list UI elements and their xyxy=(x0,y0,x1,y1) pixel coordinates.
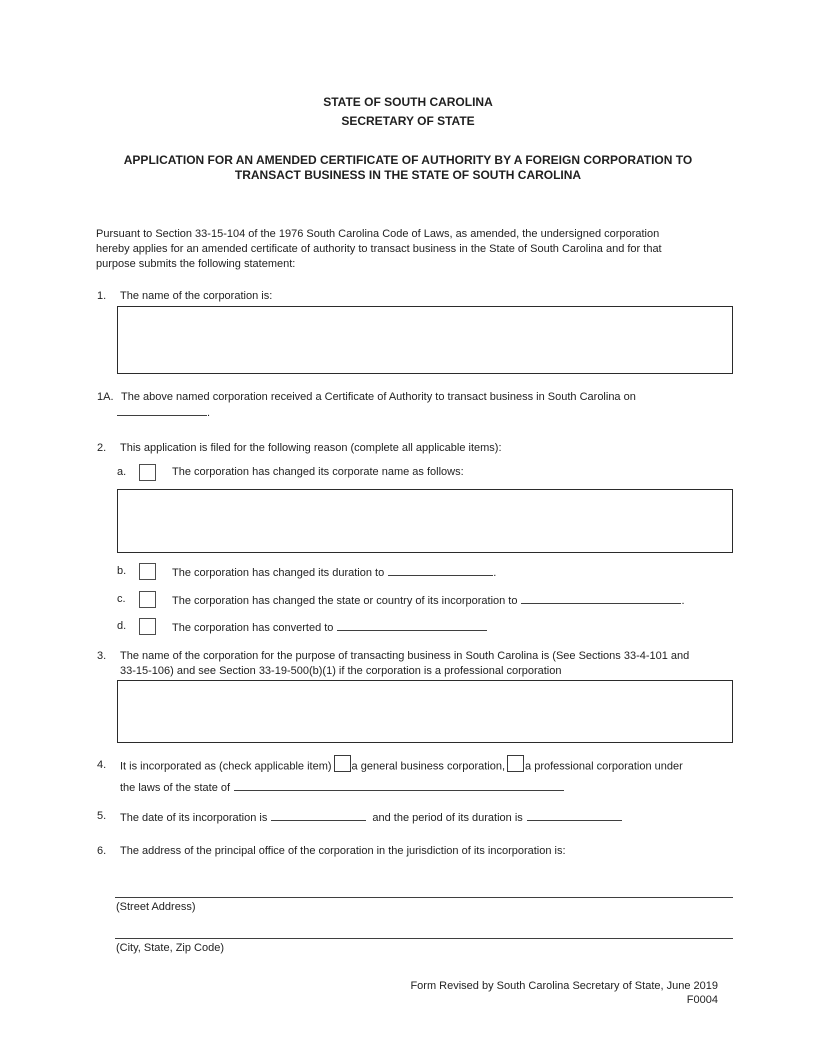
item6-label: The address of the principal office of the corporation in the jurisdiction of its incorporation is: xyxy=(120,845,566,857)
item3-line1: The name of the corporation for the purpose of transacting business in South Carolina is (See Sections 33-4-101 and xyxy=(120,650,690,662)
item2a-label: The corporation has changed its corporate name as follows: xyxy=(172,466,464,478)
corporation-name-box[interactable] xyxy=(117,306,733,374)
item5-text2: and the period of its duration is xyxy=(372,812,523,824)
item2a-row xyxy=(97,465,737,483)
item6-number: 6. xyxy=(97,845,107,857)
footer-form-number: F0004 xyxy=(686,993,718,1006)
item2c-row xyxy=(97,592,737,610)
checkbox-2a[interactable] xyxy=(139,464,156,481)
item5-row xyxy=(97,809,737,826)
intro-paragraph xyxy=(96,227,740,272)
item2c-letter: c. xyxy=(117,593,126,605)
intro-line3: purpose submits the following statement: xyxy=(96,258,296,270)
item4-text1: It is incorporated as (check applicable item) xyxy=(120,760,332,773)
intro-line1: Pursuant to Section 33-15-104 of the 1976 South Carolina Code of Laws, as amended, the undersigned corporation xyxy=(96,228,660,240)
intro-line2: hereby applies for an amended certificate of authority to transact business in the State of South Carolina and for that xyxy=(96,243,662,255)
item1-label: The name of the corporation is: xyxy=(120,290,273,302)
item3-row xyxy=(97,649,737,679)
item1a-number: 1A. xyxy=(97,391,114,403)
item2-label: This application is filed for the following reason (complete all applicable items): xyxy=(120,442,502,454)
item2d-label: The corporation has converted to xyxy=(172,622,334,634)
checkbox-2d[interactable] xyxy=(139,618,156,635)
item2b-label: The corporation has changed its duration to xyxy=(172,567,385,579)
item2b-period: . xyxy=(493,567,497,579)
item4-line1 xyxy=(120,758,683,775)
item3-number: 3. xyxy=(97,650,107,662)
item5-line xyxy=(120,809,622,826)
item4-option2: a professional corporation under xyxy=(525,760,683,773)
certificate-date-blank[interactable] xyxy=(117,404,207,416)
state-heading: STATE OF SOUTH CAROLINA xyxy=(323,95,493,109)
item1a-text: The above named corporation received a Certificate of Authority to transact business in South Carolina on xyxy=(121,391,636,403)
item1a-row xyxy=(97,390,737,405)
city-state-zip-caption: (City, State, Zip Code) xyxy=(116,942,224,954)
duration-blank[interactable] xyxy=(388,564,493,576)
item3-label xyxy=(120,649,689,679)
changed-name-value xyxy=(118,490,732,496)
street-address-line[interactable] xyxy=(115,897,733,898)
state-country-blank[interactable] xyxy=(521,592,681,604)
item4-number: 4. xyxy=(97,759,107,771)
secretary-heading: SECRETARY OF STATE xyxy=(341,114,475,128)
item2c-label: The corporation has changed the state or country of its incorporation to xyxy=(172,595,518,607)
item1a-blank-row xyxy=(117,404,210,421)
item2b-line xyxy=(172,564,734,581)
item2c-period: . xyxy=(681,595,685,607)
item2b-row xyxy=(97,564,737,582)
item5-text1: The date of its incorporation is xyxy=(120,812,268,824)
item4-line2 xyxy=(120,779,564,796)
checkbox-2b[interactable] xyxy=(139,563,156,580)
transacting-name-value xyxy=(118,681,732,687)
form-title-line1: APPLICATION FOR AN AMENDED CERTIFICATE OF AUTHORITY BY A FOREIGN CORPORATION TO xyxy=(123,153,693,167)
item2-number: 2. xyxy=(97,442,107,454)
item4-row xyxy=(97,758,737,775)
form-title-line2: TRANSACT BUSINESS IN THE STATE OF SOUTH CAROLINA xyxy=(234,168,582,182)
changed-name-box[interactable] xyxy=(117,489,733,553)
item5-number: 5. xyxy=(97,810,107,822)
item2-row xyxy=(97,441,737,456)
form-footer xyxy=(218,980,718,1007)
item4-text2: the laws of the state of xyxy=(120,782,231,794)
street-address-caption: (Street Address) xyxy=(116,901,196,913)
checkbox-general-business[interactable] xyxy=(334,755,351,772)
item1-row xyxy=(97,289,737,304)
corporation-name-value xyxy=(118,307,732,313)
duration-period-blank[interactable] xyxy=(527,809,622,821)
state-of-laws-blank[interactable] xyxy=(234,779,564,791)
item3-line2: 33-15-106) and see Section 33-19-500(b)(1) if the corporation is a professional corporation xyxy=(120,665,562,677)
item1-number: 1. xyxy=(97,290,107,302)
city-state-zip-line[interactable] xyxy=(115,938,733,939)
incorporation-date-blank[interactable] xyxy=(271,809,366,821)
item4-option1: a general business corporation, xyxy=(351,760,506,773)
item6-row xyxy=(97,844,737,859)
checkbox-professional[interactable] xyxy=(507,755,524,772)
item2d-row xyxy=(97,619,737,637)
item2a-letter: a. xyxy=(117,466,127,478)
item2d-letter: d. xyxy=(117,620,127,632)
item2b-letter: b. xyxy=(117,565,127,577)
item2c-line xyxy=(172,592,734,609)
item2d-line xyxy=(172,619,734,636)
item1a-period: . xyxy=(207,407,211,419)
checkbox-2c[interactable] xyxy=(139,591,156,608)
transacting-name-box[interactable] xyxy=(117,680,733,743)
footer-revision-note: Form Revised by South Carolina Secretary of State, June 2019 xyxy=(410,980,718,992)
converted-to-blank[interactable] xyxy=(337,619,487,631)
